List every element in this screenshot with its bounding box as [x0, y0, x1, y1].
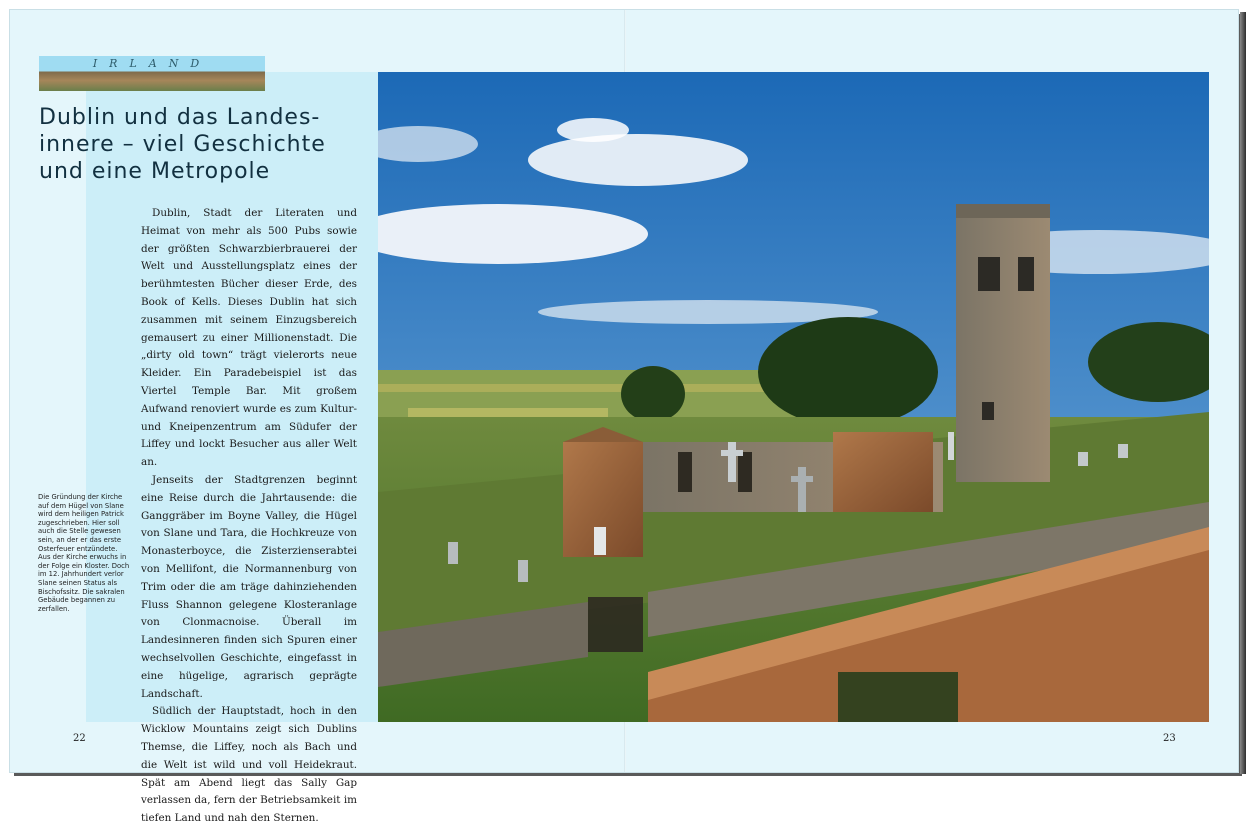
body-paragraph: Dublin, Stadt der Literaten und Heimat von mehr als 500 Pubs sowie der größten Schwarzbierbrauerei der Welt und Ausstellungsplatz eines der berühmtesten Bücher dieser Erde, des Book of Kells. Dieses Dublin hat sich zusammen mit seinem Einzugsbereich gemausert zu einer Millionenstadt. Die „dirty old town“ trägt vielerorts neue Kleider. Ein Paradebeispiel ist das Viertel Temple Bar. Mit großem Aufwand renoviert wurde es zum Kultur- und Kneipenzentrum am Südufer der Liffey und lockt Besucher aus aller Welt an. — [141, 207, 357, 469]
photo-caption: Die Gründung der Kirche auf dem Hügel von Slane wird dem heiligen Patrick zugeschrieben. Hier soll auch die Stelle gewesen sein, an der er das erste Osterfeuer entzündete. Aus der Kirche erwuchs in der Folge ein Kloster. Doch im 12. Jahrhundert verlor Slane seinen Status als Bischofssitz. Die sakralen Gebäude begannen zu zerfallen. — [38, 493, 130, 613]
body-paragraph: Südlich der Hauptstadt, hoch in den Wicklow Mountains zeigt sich Dublins Themse, die Liffey, noch als Bach und die Welt ist wild und voll Heidekraut. Spät am Abend liegt das Sally Gap verlassen da, fern der Betriebsamkeit im tiefen Land und nah den Sternen. — [141, 705, 357, 825]
title-line-1: Dublin und das Landes- — [39, 105, 321, 130]
page-edge-shadow — [1240, 12, 1246, 774]
title-line-3: und eine Metropole — [39, 159, 271, 184]
body-text — [141, 205, 357, 828]
title-line-2: innere – viel Geschichte — [39, 132, 326, 157]
page-number-right: 23 — [1163, 733, 1176, 744]
body-paragraph: Jenseits der Stadtgrenzen beginnt eine Reise durch die Jahrtausende: die Ganggräber im Boyne Valley, die Hügel von Slane und Tara, die Hochkreuze von Monasterboyce, die Zisterzienserabtei von Mellifont, die Normannenburg von Trim oder die am träge dahinziehenden Fluss Shannon gelegene Klosteranlage von Clonmacnoise. Überall im Landesinneren finden sich Spuren einer wechselvollen Geschichte, eingefasst in eine hügelige, agrarisch geprägte Landschaft. — [141, 473, 357, 700]
slane-abbey-photo — [378, 72, 1209, 722]
page-title — [39, 104, 369, 185]
section-label: IRLAND — [92, 57, 212, 70]
page-number-left: 22 — [73, 733, 86, 744]
